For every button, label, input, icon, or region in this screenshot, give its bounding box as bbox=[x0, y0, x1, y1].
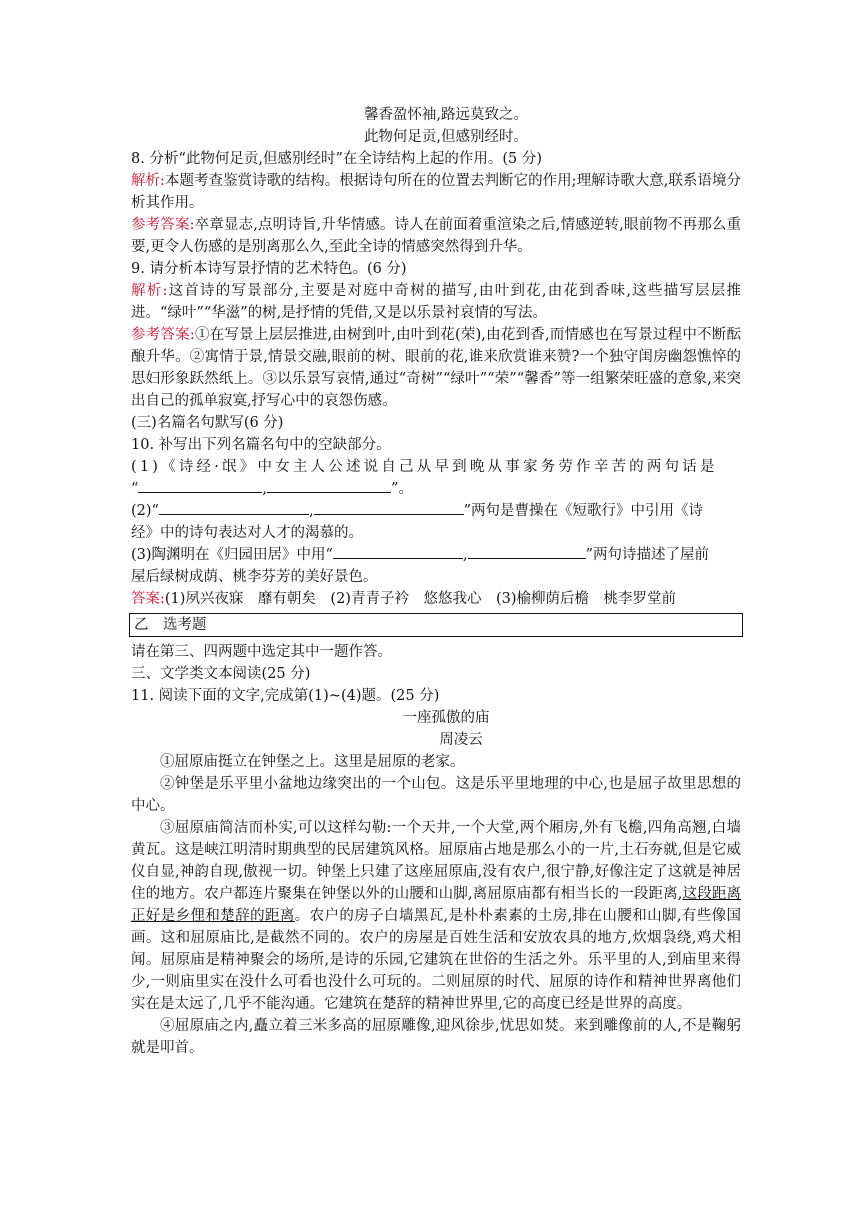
analysis-label: 解析: bbox=[131, 283, 168, 299]
question-9: 9. 请分析本诗写景抒情的艺术特色。(6 分) bbox=[131, 261, 407, 277]
item-3-text: (3)陶渊明在《归园田居》中用“ bbox=[131, 547, 333, 563]
item-1-blanks bbox=[131, 478, 741, 500]
item-1 bbox=[131, 456, 741, 478]
underlined-sentence: 这段距离正好是乡俚和楚辞的距离 bbox=[131, 886, 742, 924]
item-2-open: (2)“ bbox=[131, 503, 159, 519]
answer-blank[interactable] bbox=[333, 544, 463, 559]
answer-blank[interactable] bbox=[468, 544, 586, 559]
item-2-tail: ”两句是曹操在《短歌行》中引用《诗 bbox=[463, 503, 703, 519]
answer-blank[interactable] bbox=[138, 478, 262, 493]
article-author: 周凌云 bbox=[439, 732, 483, 748]
answer-label: 参考答案: bbox=[131, 217, 195, 233]
analysis-text: 这首诗的写景部分,主要是对庭中奇树的描写,由叶到花,由花到香味,这些描写层层推进。“绿叶”“华滋”的树,是抒情的凭借,又是以乐景衬哀情的写法。 bbox=[131, 283, 742, 321]
answer-label: 答案: bbox=[131, 591, 165, 607]
article-paragraph-2: ②钟堡是乐平里小盆地边缘突出的一个山包。这是乐平里地理的中心,也是屈子故里思想的中心。 bbox=[131, 776, 741, 814]
elective-instruction: 请在第三、四两题中选定其中一题作答。 bbox=[131, 644, 392, 660]
article-paragraph-1: ①屈原庙挺立在钟堡之上。这里是屈原的老家。 bbox=[160, 754, 465, 770]
question-11: 11. 阅读下面的文字,完成第(1)~(4)题。(25 分) bbox=[131, 688, 440, 704]
paragraph-text: ③屈原庙简洁而朴实,可以这样勾勒:一个天井,一个大堂,两个厢房,外有飞檐,四角高翘,白墙黄瓦。这是峡江明清时期典型的民居建筑风格。屈原庙占地是那么小的一片,土石夯就,但是它威仪自显,神韵自现,傲视一切。钟堡上只建了这座屈原庙,没有农户,很宁静,好像注定了这就是神居住的地方。农户都连片聚集在钟堡以外的山腰和山脚,离屈原庙都有相当长的一段距离, bbox=[131, 820, 741, 902]
answer-label: 参考答案: bbox=[131, 327, 195, 343]
analysis-9 bbox=[131, 280, 741, 324]
paragraph-text: 。农户的房子白墙黑瓦,是朴朴素素的土房,排在山腰和山脚,有些像国画。这和屈原庙比,是截然不同的。农户的房屋是百姓生活和安放农具的地方,炊烟袅绕,鸡犬相闻。屈原庙是精神聚会的场所,是诗的乐园,它建筑在世俗的生活之外。乐平里的人,到庙里来得少,一则庙里实在没什么可看也没什么可玩的。二则屈原的时代、屈原的诗作和精神世界离他们实在是太远了,几乎不能沟通。它建筑在楚辞的精神世界里,它的高度已经是世界的高度。 bbox=[131, 908, 742, 1012]
item-2 bbox=[131, 500, 741, 522]
question-8: 8. 分析“此物何足贡,但感别经时”在全诗结构上起的作用。(5 分) bbox=[131, 151, 543, 167]
item-2-cont: 经》中的诗句表达对人才的渴慕的。 bbox=[131, 525, 363, 541]
answer-blank[interactable] bbox=[267, 478, 391, 493]
elective-section-box: 乙 选考题 bbox=[129, 613, 743, 637]
answer-text: 卒章显志,点明诗旨,升华情感。诗人在前面着重渲染之后,情感逆转,眼前物不再那么重要,更令人伤感的是别离那么久,至此全诗的情感突然得到升华。 bbox=[131, 217, 741, 255]
answer-blank[interactable] bbox=[159, 500, 309, 515]
article-title: 一座孤傲的庙 bbox=[402, 710, 490, 726]
answer-9 bbox=[131, 324, 741, 412]
answer-8 bbox=[131, 214, 741, 258]
answer-text: (1)夙兴夜寐 靡有朝矣 (2)青青子衿 悠悠我心 (3)榆柳荫后檐 桃李罗堂前 bbox=[164, 591, 677, 607]
item-3 bbox=[131, 544, 741, 566]
article-paragraph-4: ④屈原庙之内,矗立着三米多高的屈原雕像,迎风徐步,忧思如焚。来到雕像前的人,不是鞠躬就是叩首。 bbox=[131, 1018, 741, 1056]
article-paragraph-3 bbox=[131, 817, 741, 1015]
section-heading: (三)名篇名句默写(6 分) bbox=[131, 415, 284, 431]
question-10: 10. 补写出下列名篇名句中的空缺部分。 bbox=[131, 437, 391, 453]
analysis-text: 本题考查鉴赏诗歌的结构。根据诗句所在的位置去判断它的作用;理解诗歌大意,联系语境分析其作用。 bbox=[131, 173, 741, 211]
document-page bbox=[131, 104, 741, 1059]
answer-blank[interactable] bbox=[314, 500, 464, 515]
comma: , bbox=[262, 481, 268, 497]
quote-close: ”。 bbox=[391, 481, 413, 497]
answer-text: ①在写景上层层推进,由树到叶,由叶到花(荣),由花到香,而情感也在写景过程中不断酝酿升华。②寓情于景,情景交融,眼前的树、眼前的花,谁来欣赏谁来赞?一个独守闺房幽怨憔悴的思妇形象跃然纸上。③以乐景写哀情,通过“奇树”“绿叶”“荣”“馨香”等一组繁荣旺盛的意象,来突出自己的孤单寂寞,抒写心中的哀怨伤感。 bbox=[131, 327, 741, 409]
analysis-label: 解析: bbox=[131, 173, 165, 189]
comma: , bbox=[308, 503, 314, 519]
comma: , bbox=[462, 547, 468, 563]
item-3-cont: 屋后绿树成荫、桃李芬芳的美好景色。 bbox=[131, 569, 378, 585]
answer-10 bbox=[131, 588, 741, 610]
item-3-tail: ”两句诗描述了屋前 bbox=[585, 547, 709, 563]
quote-mark: “ bbox=[131, 481, 139, 497]
analysis-8 bbox=[131, 170, 741, 214]
poem-line: 此物何足贡,但感别经时。 bbox=[363, 129, 529, 145]
poem-line: 馨香盈怀袖,路远莫致之。 bbox=[363, 107, 529, 123]
section-heading: 三、文学类文本阅读(25 分) bbox=[131, 666, 311, 682]
item-1-text: (1)《诗经·氓》中女主人公述说自己从早到晚从事家务劳作辛苦的两句话是 bbox=[131, 459, 718, 475]
